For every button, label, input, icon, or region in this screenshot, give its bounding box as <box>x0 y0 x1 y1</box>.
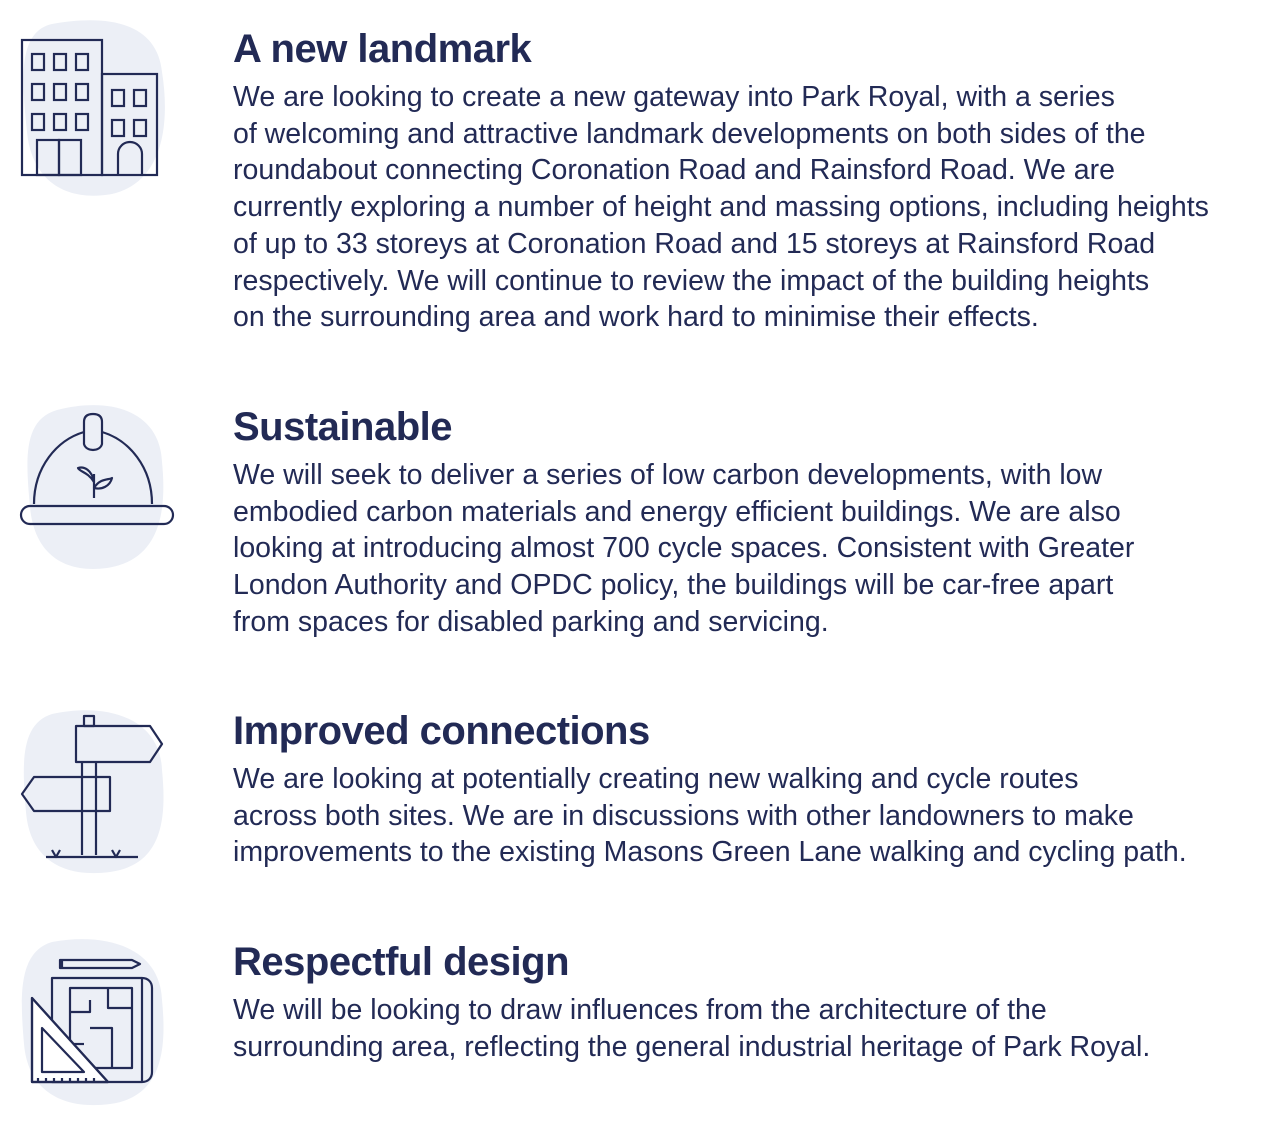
section-body: We are looking to create a new gateway into Park Royal, with a series of welcoming and attractive landmark developments on both sides of the roundabout connecting Coronation Road and Rainsford Road. We are currently exploring a number of height and massing options, including heights of up to 33 storeys at Coronation Road and 15 storeys at Rainsford Road respectively. We will continue to review the impact of the building heights on the surrounding area and work hard to minimise their effects. <box>233 81 1209 334</box>
section-body: We will seek to deliver a series of low carbon developments, with low embodied carbon materials and energy efficient buildings. We are also looking at introducing almost 700 cycle spaces. Consistent with Greater London Authority and OPDC policy, the buildings will be car-free apart from spaces for disabled parking and servicing. <box>233 459 1135 638</box>
section-text <box>233 403 1269 641</box>
section-body: We will be looking to draw influences from the architecture of the surrounding area, reflecting the general industrial heritage of Park Royal. <box>233 994 1151 1063</box>
signpost-icon <box>12 700 182 890</box>
section-text <box>233 938 1269 1065</box>
blueprint-icon <box>12 932 182 1122</box>
section-title: Improved connections <box>233 709 650 753</box>
building-icon <box>12 12 182 202</box>
section-body: We are looking at potentially creating new walking and cycle routes across both sites. We are in discussions with other landowners to make improvements to the existing Masons Green Lane walking and cycling path. <box>233 763 1187 869</box>
section-title: A new landmark <box>233 27 532 71</box>
section-title: Respectful design <box>233 940 570 984</box>
section-title: Sustainable <box>233 405 453 449</box>
hard-hat-leaf-icon <box>12 392 182 582</box>
section-text <box>233 25 1269 336</box>
section-text <box>233 707 1269 871</box>
